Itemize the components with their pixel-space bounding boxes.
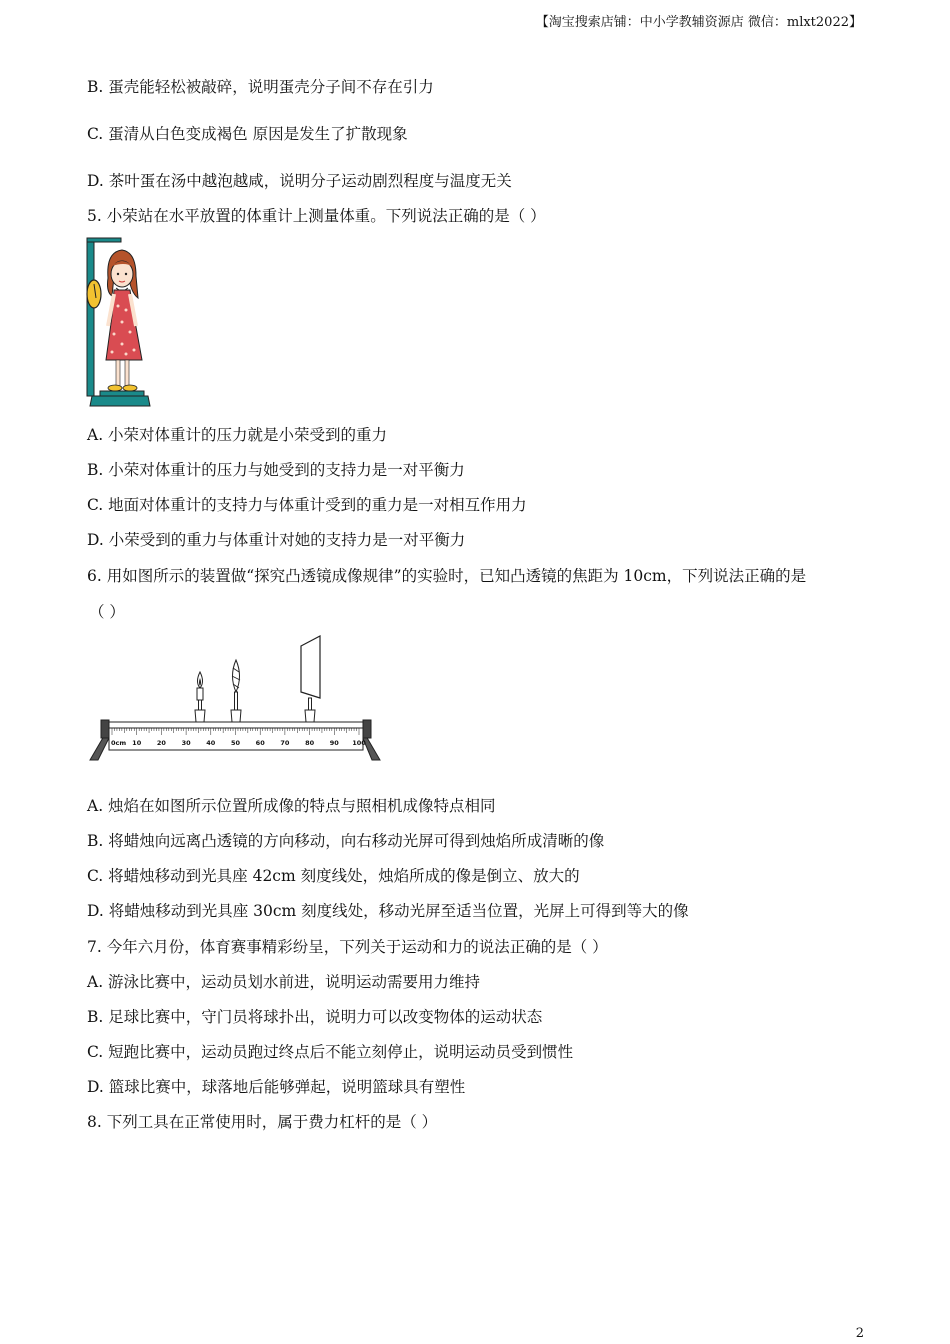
- q7-option-d: D. 篮球比赛中，球落地后能够弹起，说明篮球具有塑性: [87, 1078, 466, 1096]
- convex-lens: [231, 660, 241, 722]
- page-header: 【淘宝搜索店铺：中小学教辅资源店 微信：mlxt2022】: [535, 15, 862, 30]
- ruler-tick-label: 100: [352, 739, 366, 747]
- q6-option-c: C. 将蜡烛移动到光具座 42cm 刻度线处，烛焰所成的像是倒立、放大的: [87, 867, 580, 885]
- q6-answer-paren: （ ）: [89, 603, 125, 621]
- q5-option-a: A. 小荣对体重计的压力就是小荣受到的重力: [87, 426, 388, 444]
- q5-option-c: C. 地面对体重计的支持力与体重计受到的重力是一对相互作用力: [87, 496, 527, 514]
- bench-left-leg: [90, 736, 110, 760]
- q5-option-b: B. 小荣对体重计的压力与她受到的支持力是一对平衡力: [87, 461, 465, 479]
- q7-option-a: A. 游泳比赛中，运动员划水前进，说明运动需要用力维持: [87, 973, 481, 991]
- ruler-tick-label: 50: [230, 739, 241, 747]
- ruler-tick-label: 40: [206, 739, 216, 747]
- q6-option-b: B. 将蜡烛向远离凸透镜的方向移动，向右移动光屏可得到烛焰所成清晰的像: [87, 832, 605, 850]
- scale-plate: [100, 391, 144, 396]
- scale-top-arm: [87, 238, 121, 242]
- q4-option-b: B. 蛋壳能轻松被敲碎，说明蛋壳分子间不存在引力: [87, 78, 434, 96]
- q7-option-b: B. 足球比赛中，守门员将球扑出，说明力可以改变物体的运动状态: [87, 1008, 543, 1026]
- candle: [195, 672, 205, 722]
- ruler-tick-label: 60: [255, 739, 265, 747]
- ruler-tick-label: 0cm: [111, 739, 127, 747]
- ruler-tick-label: 10: [132, 739, 142, 747]
- scale-post: [87, 238, 94, 396]
- q4-option-d: D. 茶叶蛋在汤中越泡越咸，说明分子运动剧烈程度与温度无关: [87, 172, 512, 190]
- ruler-tick-label: 30: [181, 739, 191, 747]
- q7-option-c: C. 短跑比赛中，运动员跑过终点后不能立刻停止，说明运动员受到惯性: [87, 1043, 574, 1061]
- q4-option-c: C. 蛋清从白色变成褐色 原因是发生了扩散现象: [87, 125, 408, 143]
- q5-option-d: D. 小荣受到的重力与体重计对她的支持力是一对平衡力: [87, 531, 466, 549]
- q5-figure-girl-on-scale: [84, 236, 154, 408]
- ruler-tick-label: 80: [305, 739, 315, 747]
- q5-stem: 5. 小荣站在水平放置的体重计上测量体重。下列说法正确的是（ ）: [87, 207, 546, 225]
- ruler-tick-label: 90: [329, 739, 339, 747]
- q7-stem: 7. 今年六月份，体育赛事精彩纷呈，下列关于运动和力的说法正确的是（ ）: [87, 938, 608, 956]
- bench-rail: [109, 722, 363, 728]
- q6-stem: 6. 用如图所示的装置做“探究凸透镜成像规律”的实验时，已知凸透镜的焦距为 10cm，下列说法正确的是: [87, 567, 807, 585]
- ruler-tick-label: 70: [280, 739, 290, 747]
- q6-option-a: A. 烛焰在如图所示位置所成像的特点与照相机成像特点相同: [87, 797, 496, 815]
- page-number: 2: [855, 1326, 864, 1341]
- q6-figure-optical-bench: [86, 632, 388, 764]
- bench-right-end: [363, 720, 371, 738]
- light-screen: [301, 636, 320, 722]
- scale-base: [90, 396, 150, 406]
- q8-stem: 8. 下列工具在正常使用时，属于费力杠杆的是（ ）: [87, 1113, 438, 1131]
- q6-option-d: D. 将蜡烛移动到光具座 30cm 刻度线处，移动光屏至适当位置，光屏上可得到等大的像: [87, 902, 689, 920]
- bench-left-end: [101, 720, 109, 738]
- ruler-tick-label: 20: [156, 739, 166, 747]
